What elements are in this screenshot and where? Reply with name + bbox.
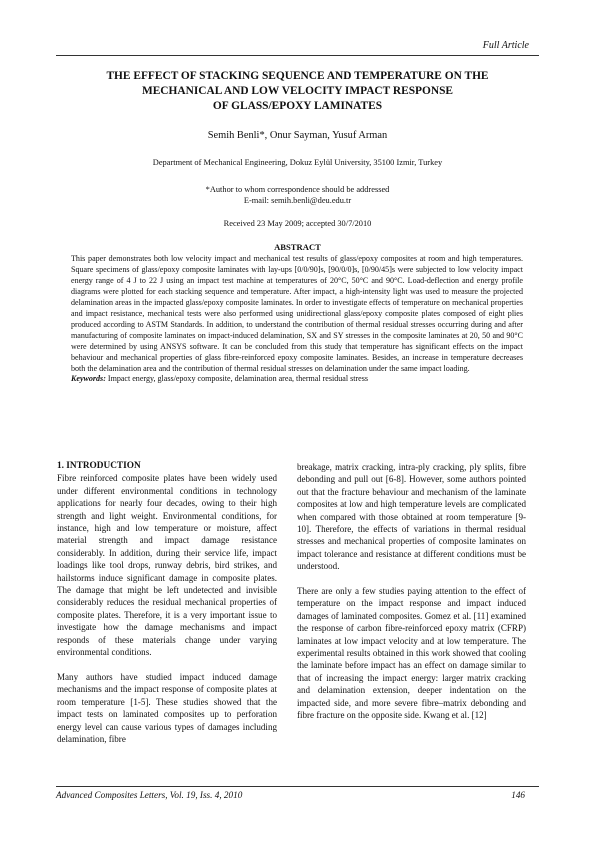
title-line-2: MECHANICAL AND LOW VELOCITY IMPACT RESPONSE [141,85,454,97]
page-number: 146 [511,790,525,800]
affiliation: Department of Mechanical Engineering, Dokuz Eylül University, 35100 Izmir, Turkey [152,158,443,167]
article-type-label: Full Article [482,40,529,51]
header-rule [56,55,539,56]
footer-rule [56,786,539,787]
keywords-line [71,374,523,385]
correspondence-email: E-mail: semih.benli@deu.edu.tr [243,196,352,205]
title-line-1: THE EFFECT OF STACKING SEQUENCE AND TEMPERATURE ON THE [106,70,489,82]
keywords-text: Impact energy, glass/epoxy composite, delamination area, thermal residual stress [105,374,368,384]
body-paragraph: There are only a few studies paying attention to the effect of temperature on the impact response and impact induced damages of laminated composites. Gomez et al. [11] examined the response of carbon fibre-reinforced epoxy matrix (CFRP) laminates at low impact velocity and at low temperature. The experimental results obtained in this work showed that cooling the laminate before impact has an effect on damage similar to that of increasing the impact energy: larger matrix cracking and delamination extension, deeper indentation on the impacted side, and more severe fibre–matrix debonding and fibre fracture on the opposite side. Kwang et al. [12] [297,586,526,721]
left-column [57,460,277,745]
keywords-label: Keywords: [71,374,106,384]
correspondence-block [56,184,539,206]
abstract-text: This paper demonstrates both low velocity impact and mechanical test results of glass/epoxy composites at room and high temperatures. Square specimens of glass/epoxy composite laminates with lay-ups [0/0/90]s, [90/0/0]s, [0/90/45]s were subjected to low velocity impact energy range of 4 J to 22 J using an impact test machine at temperatures of 20°C, 50°C and 90°C. Load-deflection and energy profile diagrams were plotted for each stacking sequence and temperature. After impact, a high-intensity light was used to measure the projected delamination areas in the impacted glass/epoxy composite laminates. In order to investigate effects of temperature on mechanical properties and impact resistance, mechanical tests were also performed using unidirectional glass/epoxy composite plates composed of eight plies produced according to ASTM Standards. In addition, to understand the contribution of thermal residual stresses occurring during and after manufacturing of composite laminates on impact-induced delamination, SX and SY stresses in the composite laminates at 20, 50 and 90°C were determined by using ANSYS software. It can be concluded from this study that temperature has significant effects on the impact behaviour and mechanical properties of glass fibre-reinforced epoxy composite laminates. Besides, an increase in temperature decreases both the delamination area and the contribution of thermal residual stresses on delamination under the same impact loading. [71,254,523,373]
body-paragraph: breakage, matrix cracking, intra-ply cracking, ply splits, fibre debonding and pull out [6-8]. However, some authors pointed out that the fracture behaviour and mechanism of the laminate composites at low and high temperature levels are complicated when compared with those obtained at room temperature [9-10]. Therefore, the effects of variations in thermal residual stresses and mechanical properties of composite laminates on impact tolerance and resistance at different conditions must be understood. [297,462,526,572]
body-paragraph: Many authors have studied impact induced damage mechanisms and the impact response of composite plates at room temperature [1-5]. These studies showed that the impact tests on laminated composites up to perforation energy level can cause various types of damages including delamination, fibre [57,671,277,744]
abstract-block [71,254,523,385]
title-line-3: OF GLASS/EPOXY LAMINATES [212,100,383,112]
right-column [297,461,526,722]
received-dates: Received 23 May 2009; accepted 30/7/2010 [223,219,372,228]
section-heading-introduction: 1. INTRODUCTION [57,461,141,471]
journal-citation: Advanced Composites Letters, Vol. 19, Iss. 4, 2010 [56,790,243,800]
correspondence-note: *Author to whom correspondence should be addressed [205,185,390,194]
paper-title [56,69,539,114]
body-paragraph: Fibre reinforced composite plates have been widely used under different environmental conditions in technology applications for nearly four decades, owing to their high strength and light weight. Environmental conditions, for instance, high and low temperature or moisture, affect material strength and impact damage resistance considerably. In addition, during their service life, impact loadings like tool drops, runway debris, bird strikes, and hailstorms induce significant damage in composite plates. The damage that might be left undetected and invisible considerably reduces the residual mechanical properties of composite plates. Therefore, it is a very important issue to investigate how the damage mechanisms and impact responds of these materials change under varying environmental conditions. [57,473,277,658]
abstract-heading: ABSTRACT [274,242,321,252]
author-list: Semih Benli*, Onur Sayman, Yusuf Arman [207,130,388,141]
